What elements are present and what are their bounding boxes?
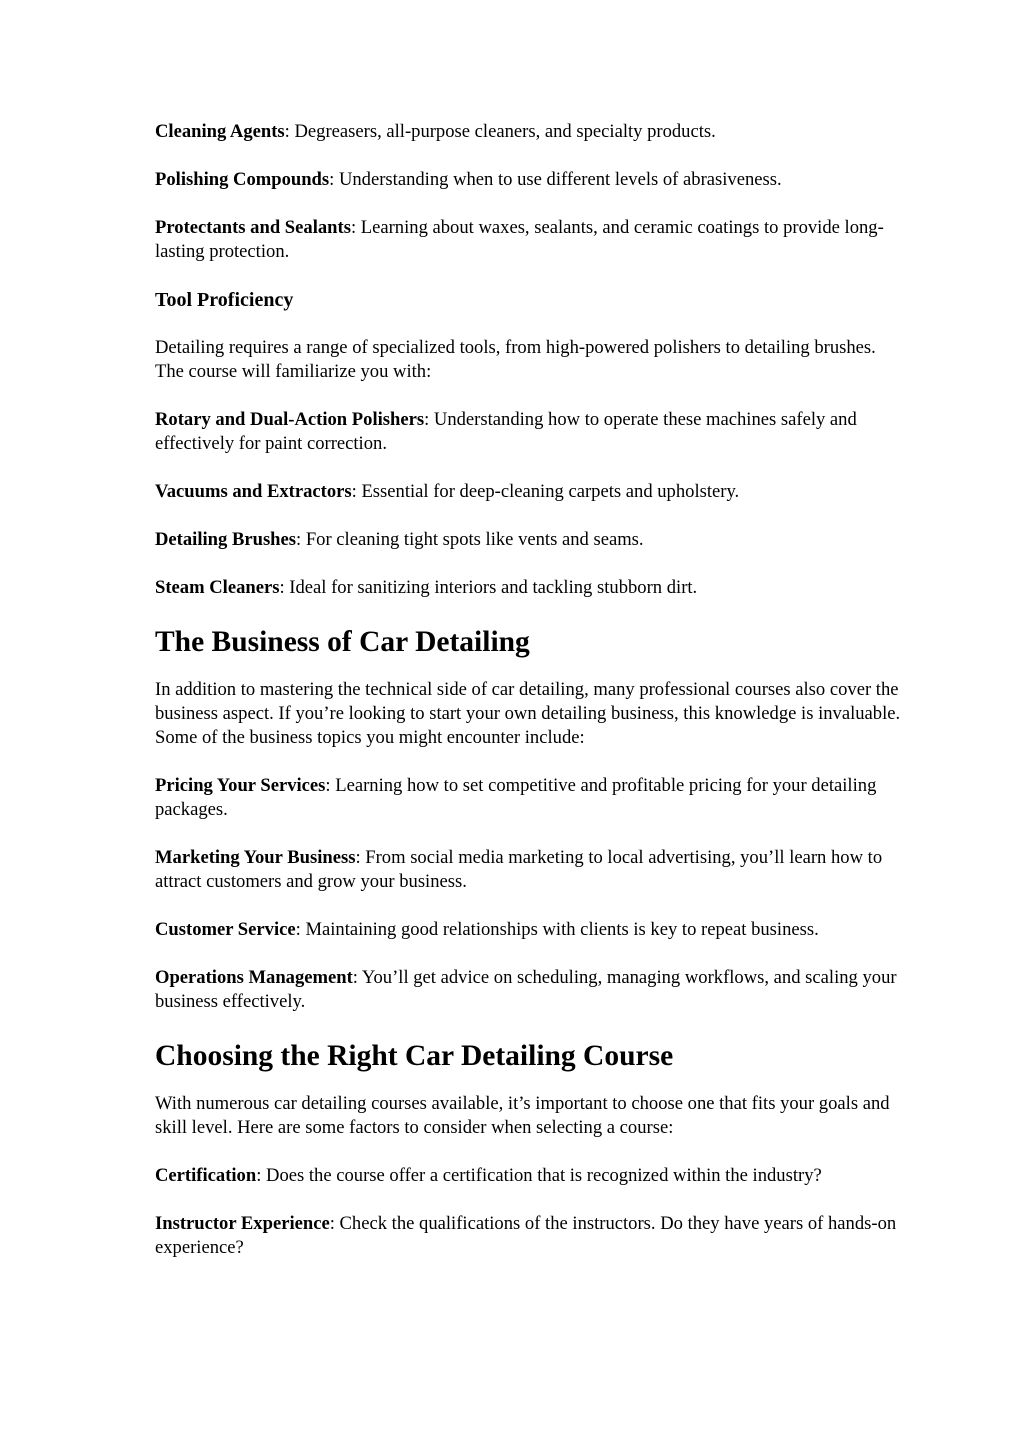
item-term: Steam Cleaners: [155, 577, 280, 598]
item-term: Customer Service: [155, 919, 296, 940]
item-text: : Learning how to set competitive and profitable pricing for your detailing packages.: [155, 775, 877, 820]
item-customer-service: [155, 918, 905, 942]
item-text: : You’ll get advice on scheduling, managing workflows, and scaling your business effectively.: [155, 967, 897, 1012]
item-pricing: [155, 774, 905, 822]
item-text: : Understanding how to operate these machines safely and effectively for paint correction.: [155, 409, 857, 454]
business-heading: The Business of Car Detailing: [155, 626, 530, 658]
item-text: : Maintaining good relationships with clients is key to repeat business.: [295, 919, 819, 940]
item-term: Certification: [155, 1165, 257, 1186]
item-instructor-experience: [155, 1212, 905, 1260]
item-text: : Check the qualifications of the instructors. Do they have years of hands-on experience?: [155, 1213, 897, 1258]
item-cleaning-agents: [155, 120, 905, 144]
tool-proficiency-heading: Tool Proficiency: [155, 289, 294, 311]
item-term: Instructor Experience: [155, 1213, 330, 1234]
item-text: : For cleaning tight spots like vents and seams.: [296, 529, 644, 550]
item-text: : Does the course offer a certification that is recognized within the industry?: [256, 1165, 822, 1186]
choosing-intro: With numerous car detailing courses available, it’s important to choose one that fits your goals and skill level. Here are some factors to consider when selecting a course:: [155, 1093, 890, 1138]
item-certification: [155, 1164, 905, 1188]
item-polishers: [155, 408, 905, 456]
item-text: : Learning about waxes, sealants, and ceramic coatings to provide long-lasting protection.: [155, 217, 884, 262]
item-brushes: [155, 528, 905, 552]
item-term: Protectants and Sealants: [155, 217, 351, 238]
choosing-heading: Choosing the Right Car Detailing Course: [155, 1040, 674, 1072]
item-steam-cleaners: [155, 576, 905, 600]
item-term: Operations Management: [155, 967, 353, 988]
item-text: : Ideal for sanitizing interiors and tackling stubborn dirt.: [279, 577, 698, 598]
item-term: Detailing Brushes: [155, 529, 297, 550]
tool-proficiency-intro: Detailing requires a range of specialized tools, from high-powered polishers to detailing brushes. The course will familiarize you with:: [155, 337, 876, 382]
item-text: : Degreasers, all-purpose cleaners, and specialty products.: [284, 121, 716, 142]
item-term: Marketing Your Business: [155, 847, 356, 868]
item-text: : Understanding when to use different levels of abrasiveness.: [329, 169, 782, 190]
item-term: Rotary and Dual-Action Polishers: [155, 409, 425, 430]
document-page: [155, 120, 905, 1284]
item-term: Vacuums and Extractors: [155, 481, 352, 502]
item-vacuums: [155, 480, 905, 504]
item-protectants-sealants: [155, 216, 905, 264]
item-text: : Essential for deep-cleaning carpets and upholstery.: [351, 481, 740, 502]
item-marketing: [155, 846, 905, 894]
item-polishing-compounds: [155, 168, 905, 192]
item-text: : From social media marketing to local advertising, you’ll learn how to attract customers and grow your business.: [155, 847, 883, 892]
item-term: Cleaning Agents: [155, 121, 285, 142]
business-intro: In addition to mastering the technical side of car detailing, many professional courses also cover the business aspect. If you’re looking to start your own detailing business, this knowledge is invaluable. Some of the business topics you might encounter include:: [155, 679, 901, 748]
item-term: Pricing Your Services: [155, 775, 326, 796]
item-operations: [155, 966, 905, 1014]
item-term: Polishing Compounds: [155, 169, 330, 190]
